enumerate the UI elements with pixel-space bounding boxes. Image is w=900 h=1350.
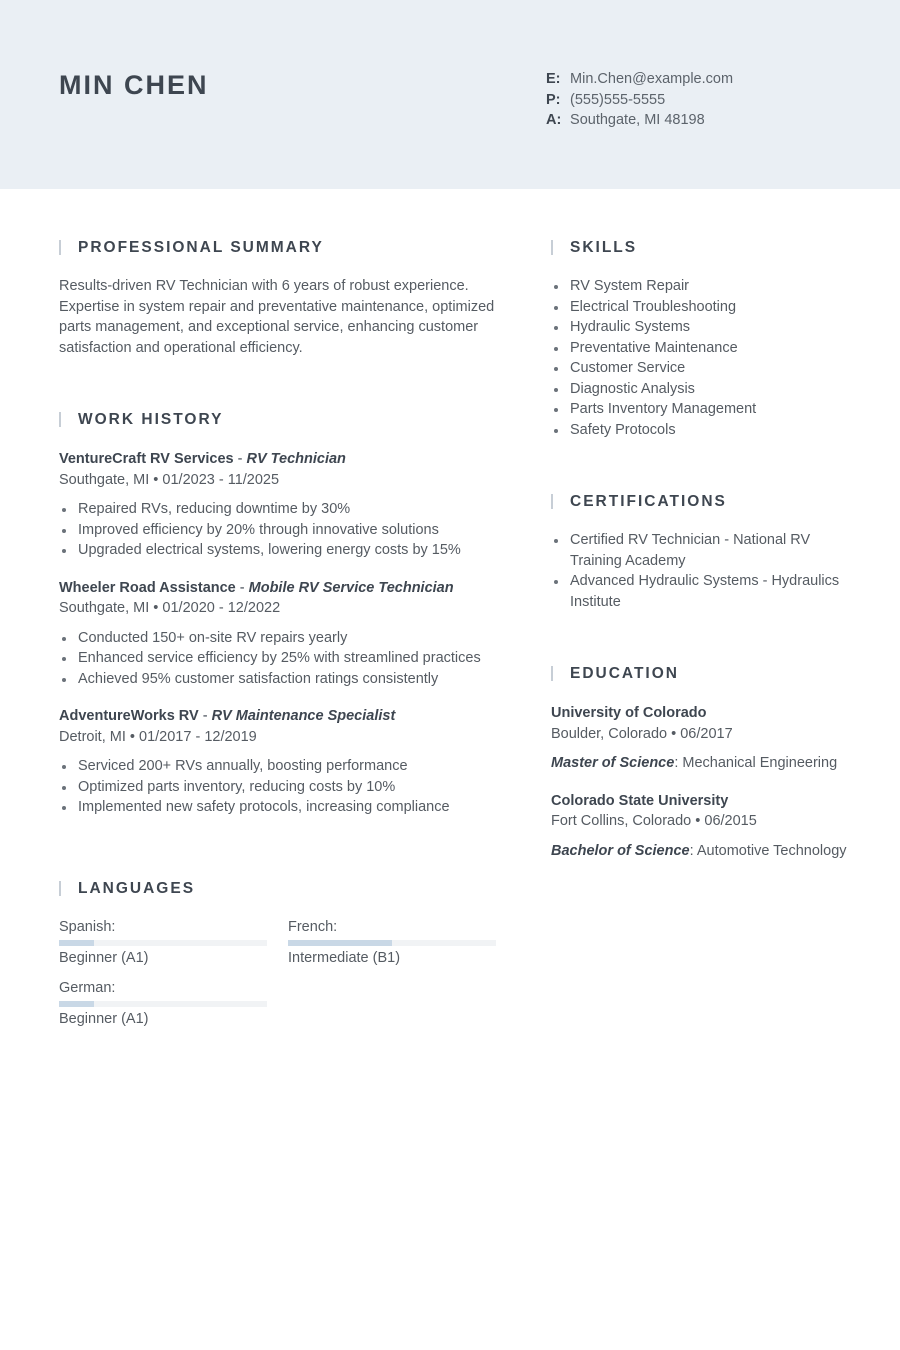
graduation-date: 06/2015 — [704, 813, 757, 829]
contact-phone — [546, 90, 733, 111]
proficiency-fill — [59, 1001, 94, 1007]
proficiency-track — [288, 940, 496, 946]
list-item: Diagnostic Analysis — [551, 379, 861, 400]
certifications-list — [551, 530, 861, 612]
section-title — [551, 238, 861, 258]
job-entry — [59, 449, 509, 561]
list-item: Hydraulic Systems — [551, 317, 861, 338]
section-divider-bar — [59, 240, 61, 255]
language-item — [59, 978, 267, 1029]
proficiency-fill — [59, 940, 94, 946]
list-item: Parts Inventory Management — [551, 399, 861, 420]
section-title-text: SKILLS — [570, 239, 638, 256]
section-title — [59, 238, 509, 258]
meta-separator: • — [149, 600, 163, 616]
section-title — [551, 664, 861, 684]
list-item: Advanced Hydraulic Systems - Hydraulics Institute — [551, 571, 861, 612]
degree-field: : Automotive Technology — [689, 842, 847, 859]
section-title-text: LANGUAGES — [78, 879, 196, 897]
candidate-name: MIN CHEN — [59, 70, 209, 100]
job-location: Southgate, MI — [59, 600, 150, 616]
graduation-date: 06/2017 — [680, 725, 733, 742]
phone-label: P: — [546, 91, 561, 108]
job-separator: - — [235, 579, 249, 596]
list-item: Achieved 95% customer satisfaction ratings consistently — [59, 669, 509, 690]
job-bullets — [59, 499, 509, 561]
address-value: Southgate, MI 48198 — [570, 112, 705, 128]
meta-separator: • — [667, 725, 681, 742]
phone-value[interactable]: (555)555-5555 — [570, 91, 666, 108]
left-column — [59, 238, 509, 1047]
job-separator: - — [233, 451, 247, 467]
section-title-text: EDUCATION — [570, 665, 679, 682]
degree-name: Bachelor of Science — [551, 842, 690, 859]
degree-name: Master of Science — [551, 755, 675, 771]
job-role: RV Maintenance Specialist — [211, 708, 396, 724]
job-meta — [59, 727, 509, 748]
school-name: Colorado State University — [551, 792, 729, 809]
email-value[interactable]: Min.Chen@example.com — [570, 71, 734, 87]
job-entry — [59, 578, 509, 690]
education-entry — [551, 703, 861, 774]
skills-section — [551, 238, 861, 440]
list-item: RV System Repair — [551, 276, 861, 297]
language-item — [288, 917, 496, 968]
job-entry — [59, 706, 509, 818]
job-location: Detroit, MI — [59, 728, 126, 745]
list-item: Customer Service — [551, 358, 861, 379]
language-name: French: — [288, 918, 338, 935]
section-title — [551, 492, 861, 512]
contact-block — [546, 69, 733, 131]
job-role: RV Technician — [246, 451, 346, 467]
languages-section — [59, 879, 509, 1047]
education-meta — [551, 724, 861, 745]
section-title-text: CERTIFICATIONS — [570, 493, 727, 510]
proficiency-fill — [288, 940, 392, 946]
certifications-section — [551, 492, 861, 612]
list-item: Upgraded electrical systems, lowering energy costs by 15% — [59, 540, 509, 561]
work-history-section — [59, 410, 509, 818]
degree-line — [551, 841, 861, 862]
list-item: Optimized parts inventory, reducing costs by 10% — [59, 777, 509, 798]
email-label: E: — [546, 71, 561, 87]
section-title-text: WORK HISTORY — [78, 411, 224, 428]
job-dates: 01/2017 - 12/2019 — [139, 728, 257, 745]
list-item: Improved efficiency by 20% through innovative solutions — [59, 520, 509, 541]
section-title-text: PROFESSIONAL SUMMARY — [78, 239, 324, 256]
language-level: Beginner (A1) — [59, 1010, 149, 1027]
job-dates: 01/2020 - 12/2022 — [162, 600, 281, 616]
job-role: Mobile RV Service Technician — [248, 579, 454, 596]
language-name: German: — [59, 979, 116, 996]
list-item: Enhanced service efficiency by 25% with streamlined practices — [59, 648, 509, 669]
school-location: Fort Collins, Colorado — [551, 813, 692, 829]
school-name: University of Colorado — [551, 705, 707, 721]
meta-separator: • — [149, 471, 163, 488]
contact-address — [546, 110, 733, 131]
company-name: Wheeler Road Assistance — [59, 579, 236, 596]
meta-separator: • — [125, 728, 140, 745]
job-dates: 01/2023 - 11/2025 — [162, 471, 280, 488]
language-item — [59, 917, 267, 968]
degree-field: : Mechanical Engineering — [674, 755, 838, 771]
contact-email — [546, 69, 733, 90]
job-bullets — [59, 628, 509, 690]
job-heading — [59, 706, 509, 727]
company-name: AdventureWorks RV — [59, 708, 199, 724]
education-section — [551, 664, 861, 861]
right-column — [551, 238, 861, 861]
job-meta — [59, 470, 509, 491]
list-item: Implemented new safety protocols, increasing compliance — [59, 797, 509, 818]
job-meta — [59, 598, 509, 619]
list-item: Conducted 150+ on-site RV repairs yearly — [59, 628, 509, 649]
section-divider-bar — [551, 494, 553, 509]
proficiency-track — [59, 1001, 267, 1007]
section-divider-bar — [59, 881, 61, 896]
job-separator: - — [198, 708, 212, 724]
section-divider-bar — [551, 666, 553, 681]
list-item: Certified RV Technician - National RV Training Academy — [551, 530, 861, 571]
summary-text: Results-driven RV Technician with 6 years of robust experience. Expertise in system repair and preventative maintenance, optimized parts management, and exceptional service, enhancing customer satisfaction and operational efficiency. — [59, 278, 495, 356]
company-name: VentureCraft RV Services — [59, 451, 234, 467]
school-location: Boulder, Colorado — [551, 725, 668, 742]
job-heading — [59, 578, 509, 599]
list-item: Safety Protocols — [551, 420, 861, 441]
list-item: Preventative Maintenance — [551, 338, 861, 359]
section-divider-bar — [59, 412, 61, 427]
job-bullets — [59, 756, 509, 818]
proficiency-track — [59, 940, 267, 946]
degree-line — [551, 753, 861, 774]
professional-summary-section — [59, 238, 509, 358]
list-item: Serviced 200+ RVs annually, boosting performance — [59, 756, 509, 777]
job-location: Southgate, MI — [59, 471, 150, 488]
languages-grid — [59, 917, 509, 1047]
section-title — [59, 410, 509, 430]
header-band — [0, 0, 900, 189]
language-level: Intermediate (B1) — [288, 949, 401, 966]
education-meta — [551, 811, 861, 832]
address-label: A: — [546, 112, 562, 128]
meta-separator: • — [691, 813, 705, 829]
education-entry — [551, 791, 861, 862]
list-item: Repaired RVs, reducing downtime by 30% — [59, 499, 509, 520]
skills-list — [551, 276, 861, 440]
language-name: Spanish: — [59, 918, 116, 935]
job-heading — [59, 449, 509, 470]
section-title — [59, 879, 509, 899]
section-divider-bar — [551, 240, 553, 255]
list-item: Electrical Troubleshooting — [551, 297, 861, 318]
language-level: Beginner (A1) — [59, 949, 149, 966]
